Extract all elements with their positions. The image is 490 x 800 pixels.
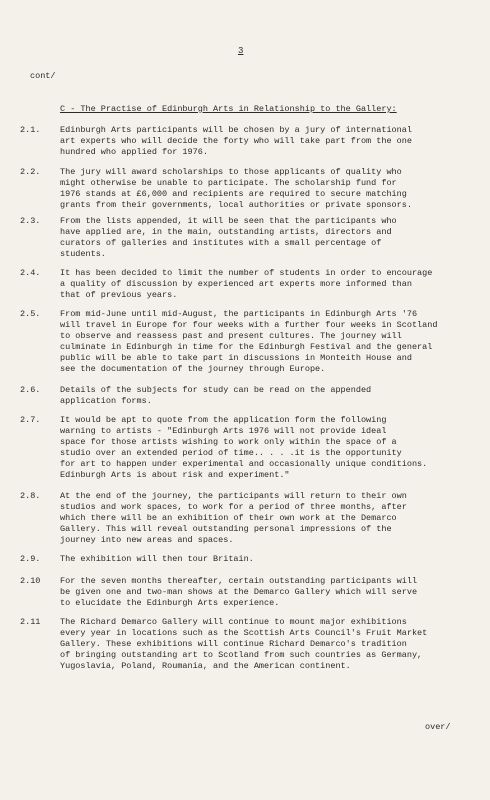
- paragraph-text: It would be apt to quote from the application form the following warning to artists - "Edinburgh Arts 1976 will not provide ideal space for those artists wishing to work only within the space of a studio over an extended period of time.. . . .it is the opportunity for art to happen under experimental and occasionally unique conditions. Edinburgh Arts is about risk and experiment.": [60, 415, 428, 480]
- over-label: over/: [425, 722, 451, 732]
- paragraph-number: 2.6.: [20, 385, 41, 395]
- paragraph-number: 2.9.: [20, 554, 41, 564]
- paragraph-text: At the end of the journey, the participants will return to their own studios and work spaces, to work for a period of three months, after which there will be an exhibition of their own work at the Demarco Gallery. This will reveal outstanding personal impressions of the journey into new areas and spaces.: [60, 491, 407, 545]
- continued-label: cont/: [30, 71, 56, 81]
- paragraph-number: 2.7.: [20, 415, 41, 425]
- paragraph-number: 2.2.: [20, 167, 41, 177]
- paragraph-number: 2.8.: [20, 491, 41, 501]
- paragraph-text: For the seven months thereafter, certain outstanding participants will be given one and two-man shows at the Demarco Gallery which will serve to elucidate the Edinburgh Arts experience.: [60, 576, 418, 608]
- paragraph-number: 2.1.: [20, 125, 41, 135]
- paragraph-text: Details of the subjects for study can be read on the appended application forms.: [60, 385, 372, 406]
- paragraph-text: It has been decided to limit the number of students in order to encourage a quality of discussion by experienced art experts more informed than that of previous years.: [60, 268, 433, 300]
- section-heading: C - The Practise of Edinburgh Arts in Relationship to the Gallery:: [60, 104, 397, 114]
- paragraph-text: The Richard Demarco Gallery will continue to mount major exhibitions every year in locations such as the Scottish Arts Council's Fruit Market Gallery. These exhibitions will continue Richard Demarco's tradition of bringing outstanding art to Scotland from such countries as Germany, Yugoslavia, Poland, Roumania, and the American continent.: [60, 617, 428, 671]
- page-number: 3: [238, 46, 244, 56]
- paragraph-text: The jury will award scholarships to those applicants of quality who might otherwise be unable to participate. The scholarship fund for 1976 stands at £6,000 and recipients are required to secure matching grants from their governments, local authorities or private sponsors.: [60, 167, 412, 210]
- paragraph-text: From mid-June until mid-August, the participants in Edinburgh Arts '76 will travel in Europe for four weeks with a further four weeks in Scotland to observe and reassess past and present cultures. The journey will culminate in Edinburgh in time for the Edinburgh Festival and the general public will be able to take part in discussions in Monteith House and see the documentation of the journey through Europe.: [60, 309, 438, 374]
- paragraph-number: 2.11: [20, 617, 41, 627]
- paragraph-text: From the lists appended, it will be seen that the participants who have applied are, in the main, outstanding artists, directors and curators of galleries and institutes with a small percentage of students.: [60, 216, 397, 259]
- paragraph-number: 2.10: [20, 576, 41, 586]
- paragraph-text: The exhibition will then tour Britain.: [60, 554, 254, 564]
- paragraph-text: Edinburgh Arts participants will be chosen by a jury of international art experts who will decide the forty who will take part from the one hundred who applied for 1976.: [60, 125, 412, 157]
- paragraph-number: 2.5.: [20, 309, 41, 319]
- paragraph-number: 2.4.: [20, 268, 41, 278]
- paragraph-number: 2.3.: [20, 216, 41, 226]
